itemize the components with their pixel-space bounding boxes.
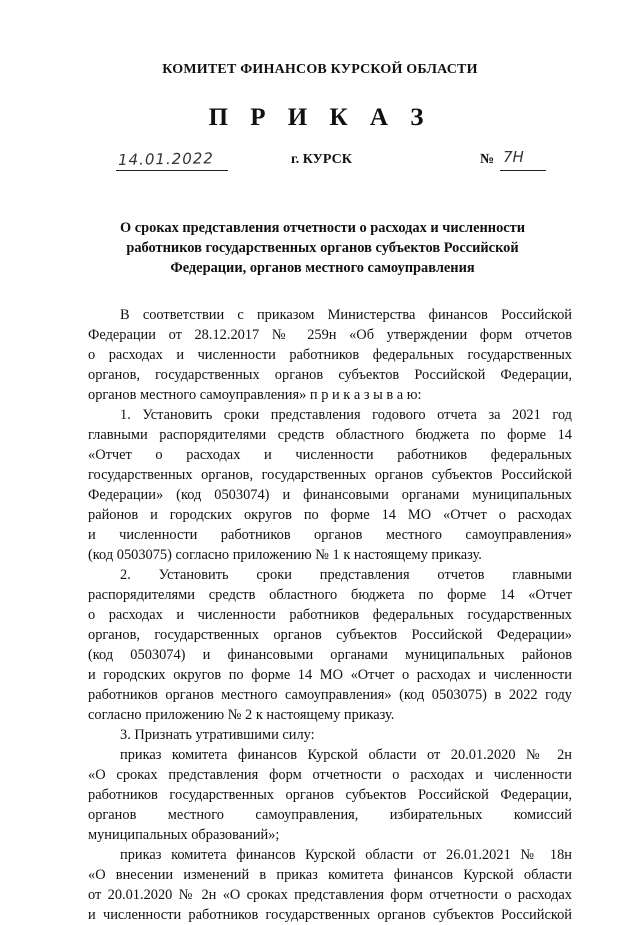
order-title: П Р И К А З	[208, 104, 432, 131]
body-line: главными распорядителями средств областного бюджета по форме 14	[88, 427, 572, 443]
body-line: и численности работников органов местного самоуправления»	[88, 527, 572, 543]
body-line: (код 0503074) и финансовыми органами муниципальных районов	[88, 647, 572, 663]
heading-line: работников государственных органов субъектов Российской	[126, 240, 519, 256]
body-line: государственных органов, государственных органов субъектов Российской	[88, 467, 572, 483]
body-line: муниципальных образований»;	[88, 827, 280, 843]
body-line: согласно приложению № 2 к настоящему приказу.	[88, 707, 395, 723]
number-label: №	[480, 152, 495, 167]
city-label: г. КУРСК	[291, 152, 352, 167]
body-line: органов местного самоуправления, избирательных комиссий	[88, 807, 572, 823]
body-line: Федерации от 28.12.2017 № 259н «Об утверждении форм отчетов	[88, 327, 572, 343]
body-line: работников государственных органов субъектов Российской Федерации,	[88, 787, 572, 803]
order-body	[88, 305, 572, 925]
body-line: и численности работников государственных органов субъектов Российской	[88, 907, 572, 923]
body-line: органов, государственных органов субъектов Российской Федерации,	[88, 367, 572, 383]
body-line: работников органов местного самоуправления» (код 0503075) в 2022 году	[88, 687, 572, 703]
heading-line: Федерации, органов местного самоуправления	[170, 260, 475, 276]
order-heading	[100, 218, 545, 278]
body-line: органов местного самоуправления» п р и к а з ы в а ю:	[88, 387, 422, 403]
body-line: «О внесении изменений в приказ комитета финансов Курской области	[88, 867, 572, 883]
number-underline	[500, 170, 546, 171]
body-line: распорядителями средств областного бюджета по форме 14 «Отчет	[88, 587, 572, 603]
body-line: 1. Установить сроки представления годового отчета за 2021 год	[120, 407, 572, 423]
body-line: 3. Признать утратившими силу:	[120, 727, 315, 743]
body-line: приказ комитета финансов Курской области от 26.01.2021 № 18н	[120, 847, 572, 863]
committee-name: КОМИТЕТ ФИНАНСОВ КУРСКОЙ ОБЛАСТИ	[162, 62, 478, 77]
body-line: Федерации» (код 0503074) и финансовыми органами муниципальных	[88, 487, 572, 503]
body-line: В соответствии с приказом Министерства финансов Российской	[120, 307, 572, 323]
body-line: органов, государственных органов субъектов Российской Федерации»	[88, 627, 572, 643]
body-line: «О сроках представления форм отчетности о расходах и численности	[88, 767, 572, 783]
body-line: приказ комитета финансов Курской области от 20.01.2020 № 2н	[120, 747, 572, 763]
body-line: о расходах и численности работников федеральных государственных	[88, 347, 572, 363]
body-line: 2. Установить сроки представления отчетов главными	[120, 567, 572, 583]
heading-line: О сроках представления отчетности о расходах и численности	[119, 220, 526, 236]
body-line: районов и городских округов по форме 14 МО «Отчет о расходах	[88, 507, 572, 523]
body-line: о расходах и численности работников федеральных государственных	[88, 607, 572, 623]
body-line: «Отчет о расходах и численности работников федеральных	[88, 447, 572, 463]
body-line: (код 0503075) согласно приложению № 1 к настоящему приказу.	[88, 547, 482, 563]
date-underline	[116, 170, 228, 171]
handwritten-number: 7Н	[503, 148, 524, 166]
body-line: и городских округов по форме 14 МО «Отчет о расходах и численности	[88, 667, 572, 683]
handwritten-date: 14.01.2022	[117, 149, 215, 169]
body-line: от 20.01.2020 № 2н «О сроках представления форм отчетности о расходах	[88, 887, 572, 903]
